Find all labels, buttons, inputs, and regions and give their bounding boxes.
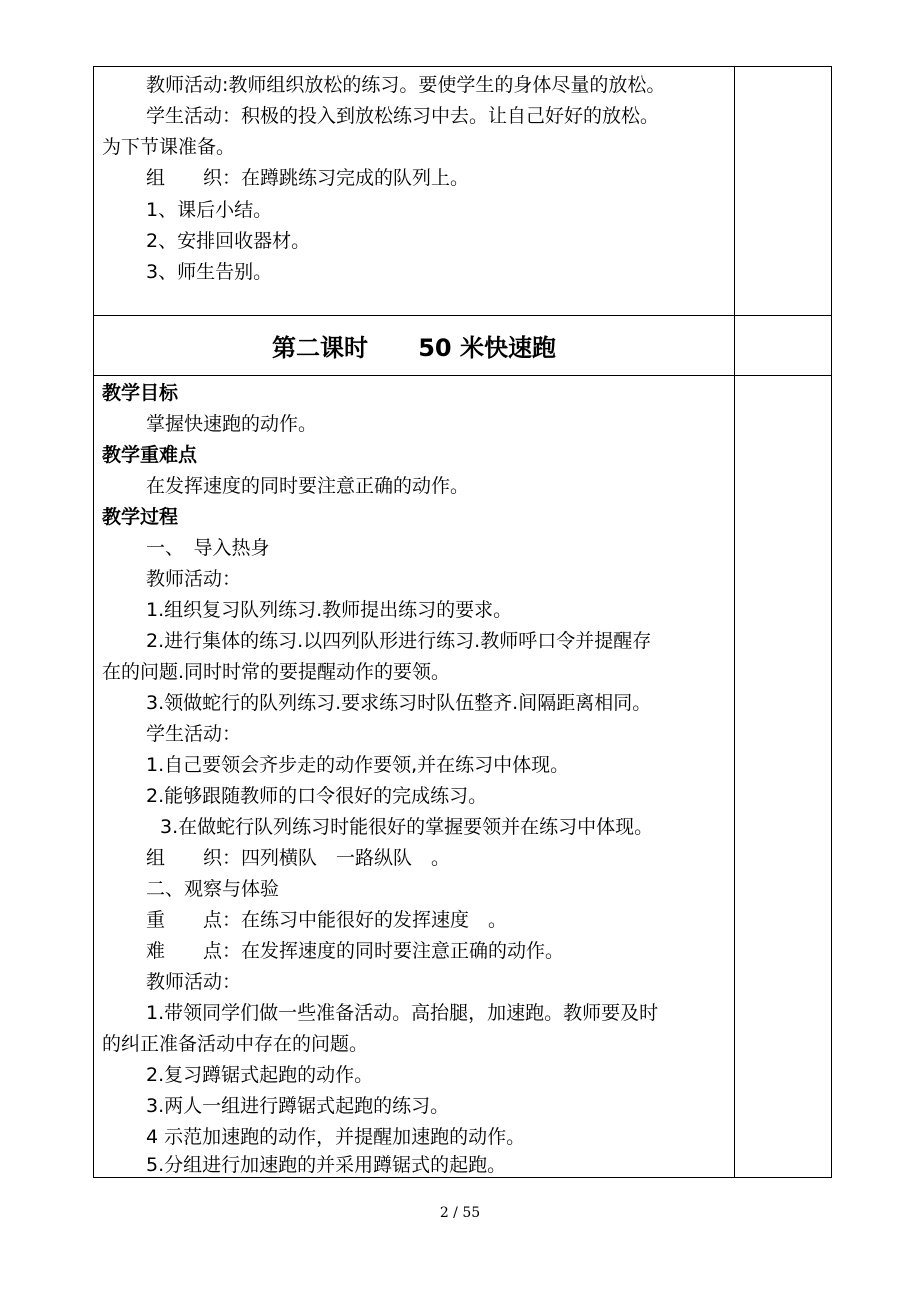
text-line: 组 织：在蹲跳练习完成的队列上。 (146, 167, 470, 189)
text-line: 在的问题.同时时常的要提醒动作的要领。 (102, 661, 451, 683)
text-line: 在发挥速度的同时要注意正确的动作。 (146, 475, 470, 497)
text-line: 2.进行集体的练习.以四列队形进行练习.教师呼口令并提醒存 (146, 630, 652, 652)
text-line: 掌握快速跑的动作。 (146, 413, 318, 435)
text-line: 1.组织复习队列练习.教师提出练习的要求。 (146, 599, 513, 621)
text-line: 教师活动： (146, 568, 242, 590)
text-line: 为下节课准备。 (102, 136, 236, 158)
lesson-title-part1: 第二课时 (272, 334, 369, 362)
text-line: 2.复习蹲锯式起跑的动作。 (146, 1064, 374, 1086)
row-divider-2 (94, 375, 831, 376)
text-line: 2、安排回收器材。 (146, 230, 311, 252)
lesson-title (94, 316, 734, 375)
page-number: 2 / 55 (439, 1205, 481, 1221)
text-line: 3.两人一组进行蹲锯式起跑的练习。 (146, 1095, 450, 1117)
text-line: 一、 导入热身 (146, 537, 270, 559)
heading-objectives: 教学目标 (102, 382, 179, 404)
text-line: 难 点：在发挥速度的同时要注意正确的动作。 (146, 940, 565, 962)
text-line: 4 示范加速跑的动作，并提醒加速跑的动作。 (146, 1126, 526, 1148)
text-line: 3.在做蛇行队列练习时能很好的掌握要领并在练习中体现。 (160, 816, 654, 838)
text-line: 3.领做蛇行的队列练习.要求练习时队伍整齐.间隔距离相同。 (146, 692, 652, 714)
text-line: 1、课后小结。 (146, 199, 273, 221)
lesson-plan-table (93, 66, 832, 1178)
text-line: 的纠正准备活动中存在的问题。 (102, 1033, 369, 1055)
text-line: 1.带领同学们做一些准备活动。高抬腿，加速跑。教师要及时 (146, 1002, 659, 1024)
text-line: 3、师生告别。 (146, 261, 273, 283)
heading-process: 教学过程 (102, 506, 179, 528)
text-line: 教师活动:教师组织放松的练习。要使学生的身体尽量的放松。 (146, 74, 666, 96)
text-line: 二、观察与体验 (146, 878, 280, 900)
text-line: 5.分组进行加速跑的并采用蹲锯式的起跑。 (146, 1154, 507, 1176)
text-line: 重 点：在练习中能很好的发挥速度 。 (146, 909, 508, 931)
text-line: 1.自己要领会齐步走的动作要领,并在练习中体现。 (146, 754, 570, 776)
text-line: 学生活动：积极的投入到放松练习中去。让自己好好的放松。 (146, 105, 660, 127)
heading-key-points: 教学重难点 (102, 444, 198, 466)
text-line: 2.能够跟随教师的口令很好的完成练习。 (146, 785, 488, 807)
lesson-title-part2: 50 米快速跑 (418, 334, 556, 362)
text-line: 组 织：四列横队 一路纵队 。 (146, 847, 451, 869)
text-line: 教师活动： (146, 971, 242, 993)
text-line: 学生活动： (146, 723, 242, 745)
